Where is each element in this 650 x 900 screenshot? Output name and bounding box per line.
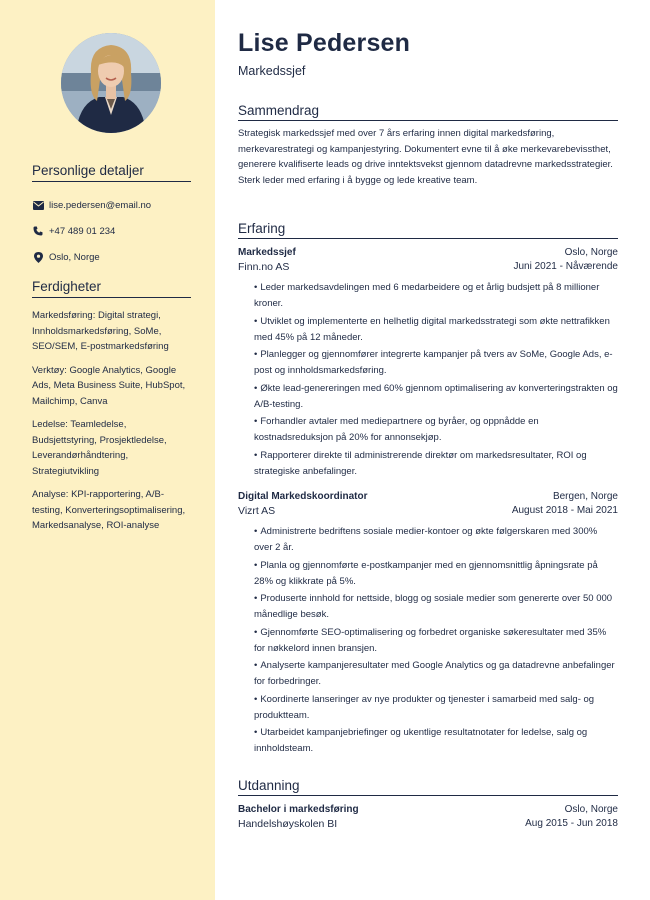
job-period: August 2018 - Mai 2021 (511, 505, 618, 516)
job-bullets (238, 524, 618, 757)
bullet-item: • Utviklet og implementerte en helhetlig digital markedsstrategi som økte nettrafikken med 45% på 12 måneder. (254, 314, 618, 346)
phone-text: +47 489 01 234 (49, 225, 116, 237)
contact-location (32, 244, 191, 270)
contact-phone (32, 218, 191, 244)
job-company: Finn.no AS (238, 261, 290, 273)
skills-section (32, 279, 191, 542)
bullet-item: • Planlegger og gjennomfører integrerte kampanjer på tvers av SoMe, Google Ads, e-post og innholdsmarkedsføring. (254, 347, 618, 379)
education-heading: Utdanning (238, 778, 618, 796)
skill-tools: Verktøy: Google Analytics, Google Ads, Meta Business Suite, HubSpot, Mailchimp, Canva (32, 364, 186, 407)
job-bullets (238, 280, 618, 480)
sidebar (0, 0, 215, 900)
bullet-item: • Utarbeidet kampanjebriefinger og ukentlige resultatnotater for ledelse, salg og innholdsteam. (254, 725, 618, 757)
bullet-item: • Leder markedsavdelingen med 6 medarbeidere og et årlig budsjett på 8 millioner kroner. (254, 280, 618, 312)
skills-heading: Ferdigheter (32, 279, 191, 298)
bullet-item: • Produserte innhold for nettside, blogg og sosiale medier som genererte over 50 000 månedlige besøk. (254, 591, 618, 623)
education-period: Aug 2015 - Jun 2018 (525, 818, 618, 829)
personal-details-section (32, 163, 191, 270)
candidate-name: Lise Pedersen (238, 29, 411, 57)
email-text: lise.pedersen@email.no (49, 199, 152, 211)
job-company: Vizrt AS (238, 505, 276, 517)
education-school: Handelshøyskolen BI (238, 818, 338, 830)
bullet-item: • Analyserte kampanjeresultater med Google Analytics og ga datadrevne anbefalinger for forbedringer. (254, 658, 618, 690)
education-location: Oslo, Norge (564, 804, 618, 815)
envelope-icon (32, 199, 44, 211)
phone-icon (32, 225, 44, 237)
job-entry (238, 490, 618, 759)
personal-details-heading: Personlige detaljer (32, 163, 191, 182)
summary-text: Strategisk markedssjef med over 7 års erfaring innen digital markedsføring, merkevarestrategi og kampanjestyring. Dokumentert evne til å øke merkevarebevissthet, generere kvalifiserte leads og drive inntektsvekst gjennom datadrevne markedsstrategier. Sterk leder med erfaring i å bygge og lede kreative team. (238, 128, 613, 187)
summary-heading: Sammendrag (238, 103, 618, 121)
location-text: Oslo, Norge (49, 251, 100, 263)
avatar (61, 33, 161, 133)
skill-leadership: Ledelse: Teamledelse, Budsjettstyring, Prosjektledelse, Leverandørhåndtering, Strategiutvikling (32, 419, 167, 477)
location-pin-icon (32, 251, 44, 263)
experience-heading: Erfaring (238, 221, 618, 239)
bullet-item: • Gjennomførte SEO-optimalisering og forbedret organiske søkeresultater med 35% for nøkkelord innen bransjen. (254, 625, 618, 657)
education-degree: Bachelor i markedsføring (238, 804, 359, 815)
contact-email (32, 192, 191, 218)
bullet-item: • Rapporterer direkte til administrerende direktør om markedsresultater, ROI og strategiske anbefalinger. (254, 448, 618, 480)
job-role: Digital Markedskoordinator (238, 491, 368, 502)
bullet-item: • Forhandler avtaler med mediepartnere og byråer, og oppnådde en kostnadsreduksjon på 20% for annonsekjøp. (254, 414, 618, 446)
skill-marketing: Markedsføring: Digital strategi, Innholdsmarkedsføring, SoMe, SEO/SEM, E-postmarkedsføring (32, 310, 169, 352)
job-role: Markedssjef (238, 247, 296, 258)
bullet-item: • Koordinerte lanseringer av nye produkter og tjenester i samarbeid med salg- og produktteam. (254, 692, 618, 724)
bullet-item: • Planla og gjennomførte e-postkampanjer med en gjennomsnittlig åpningsrate på 28% og klikkrate på 5%. (254, 558, 618, 590)
bullet-item: • Økte lead-genereringen med 60% gjennom optimalisering av konverteringstrakten og A/B-testing. (254, 381, 618, 413)
candidate-title: Markedssjef (238, 64, 306, 78)
job-entry (238, 246, 618, 481)
job-location: Oslo, Norge (564, 247, 618, 258)
job-location: Bergen, Norge (552, 491, 618, 502)
job-period: Juni 2021 - Nåværende (513, 261, 618, 272)
bullet-item: • Administrerte bedriftens sosiale medier-kontoer og økte følgerskaren med 300% over 2 år. (254, 524, 618, 556)
education-entry (238, 803, 618, 831)
skill-analysis: Analyse: KPI-rapportering, A/B-testing, Konverteringsoptimalisering, Markedsanalyse, ROI-analyse (32, 489, 186, 531)
